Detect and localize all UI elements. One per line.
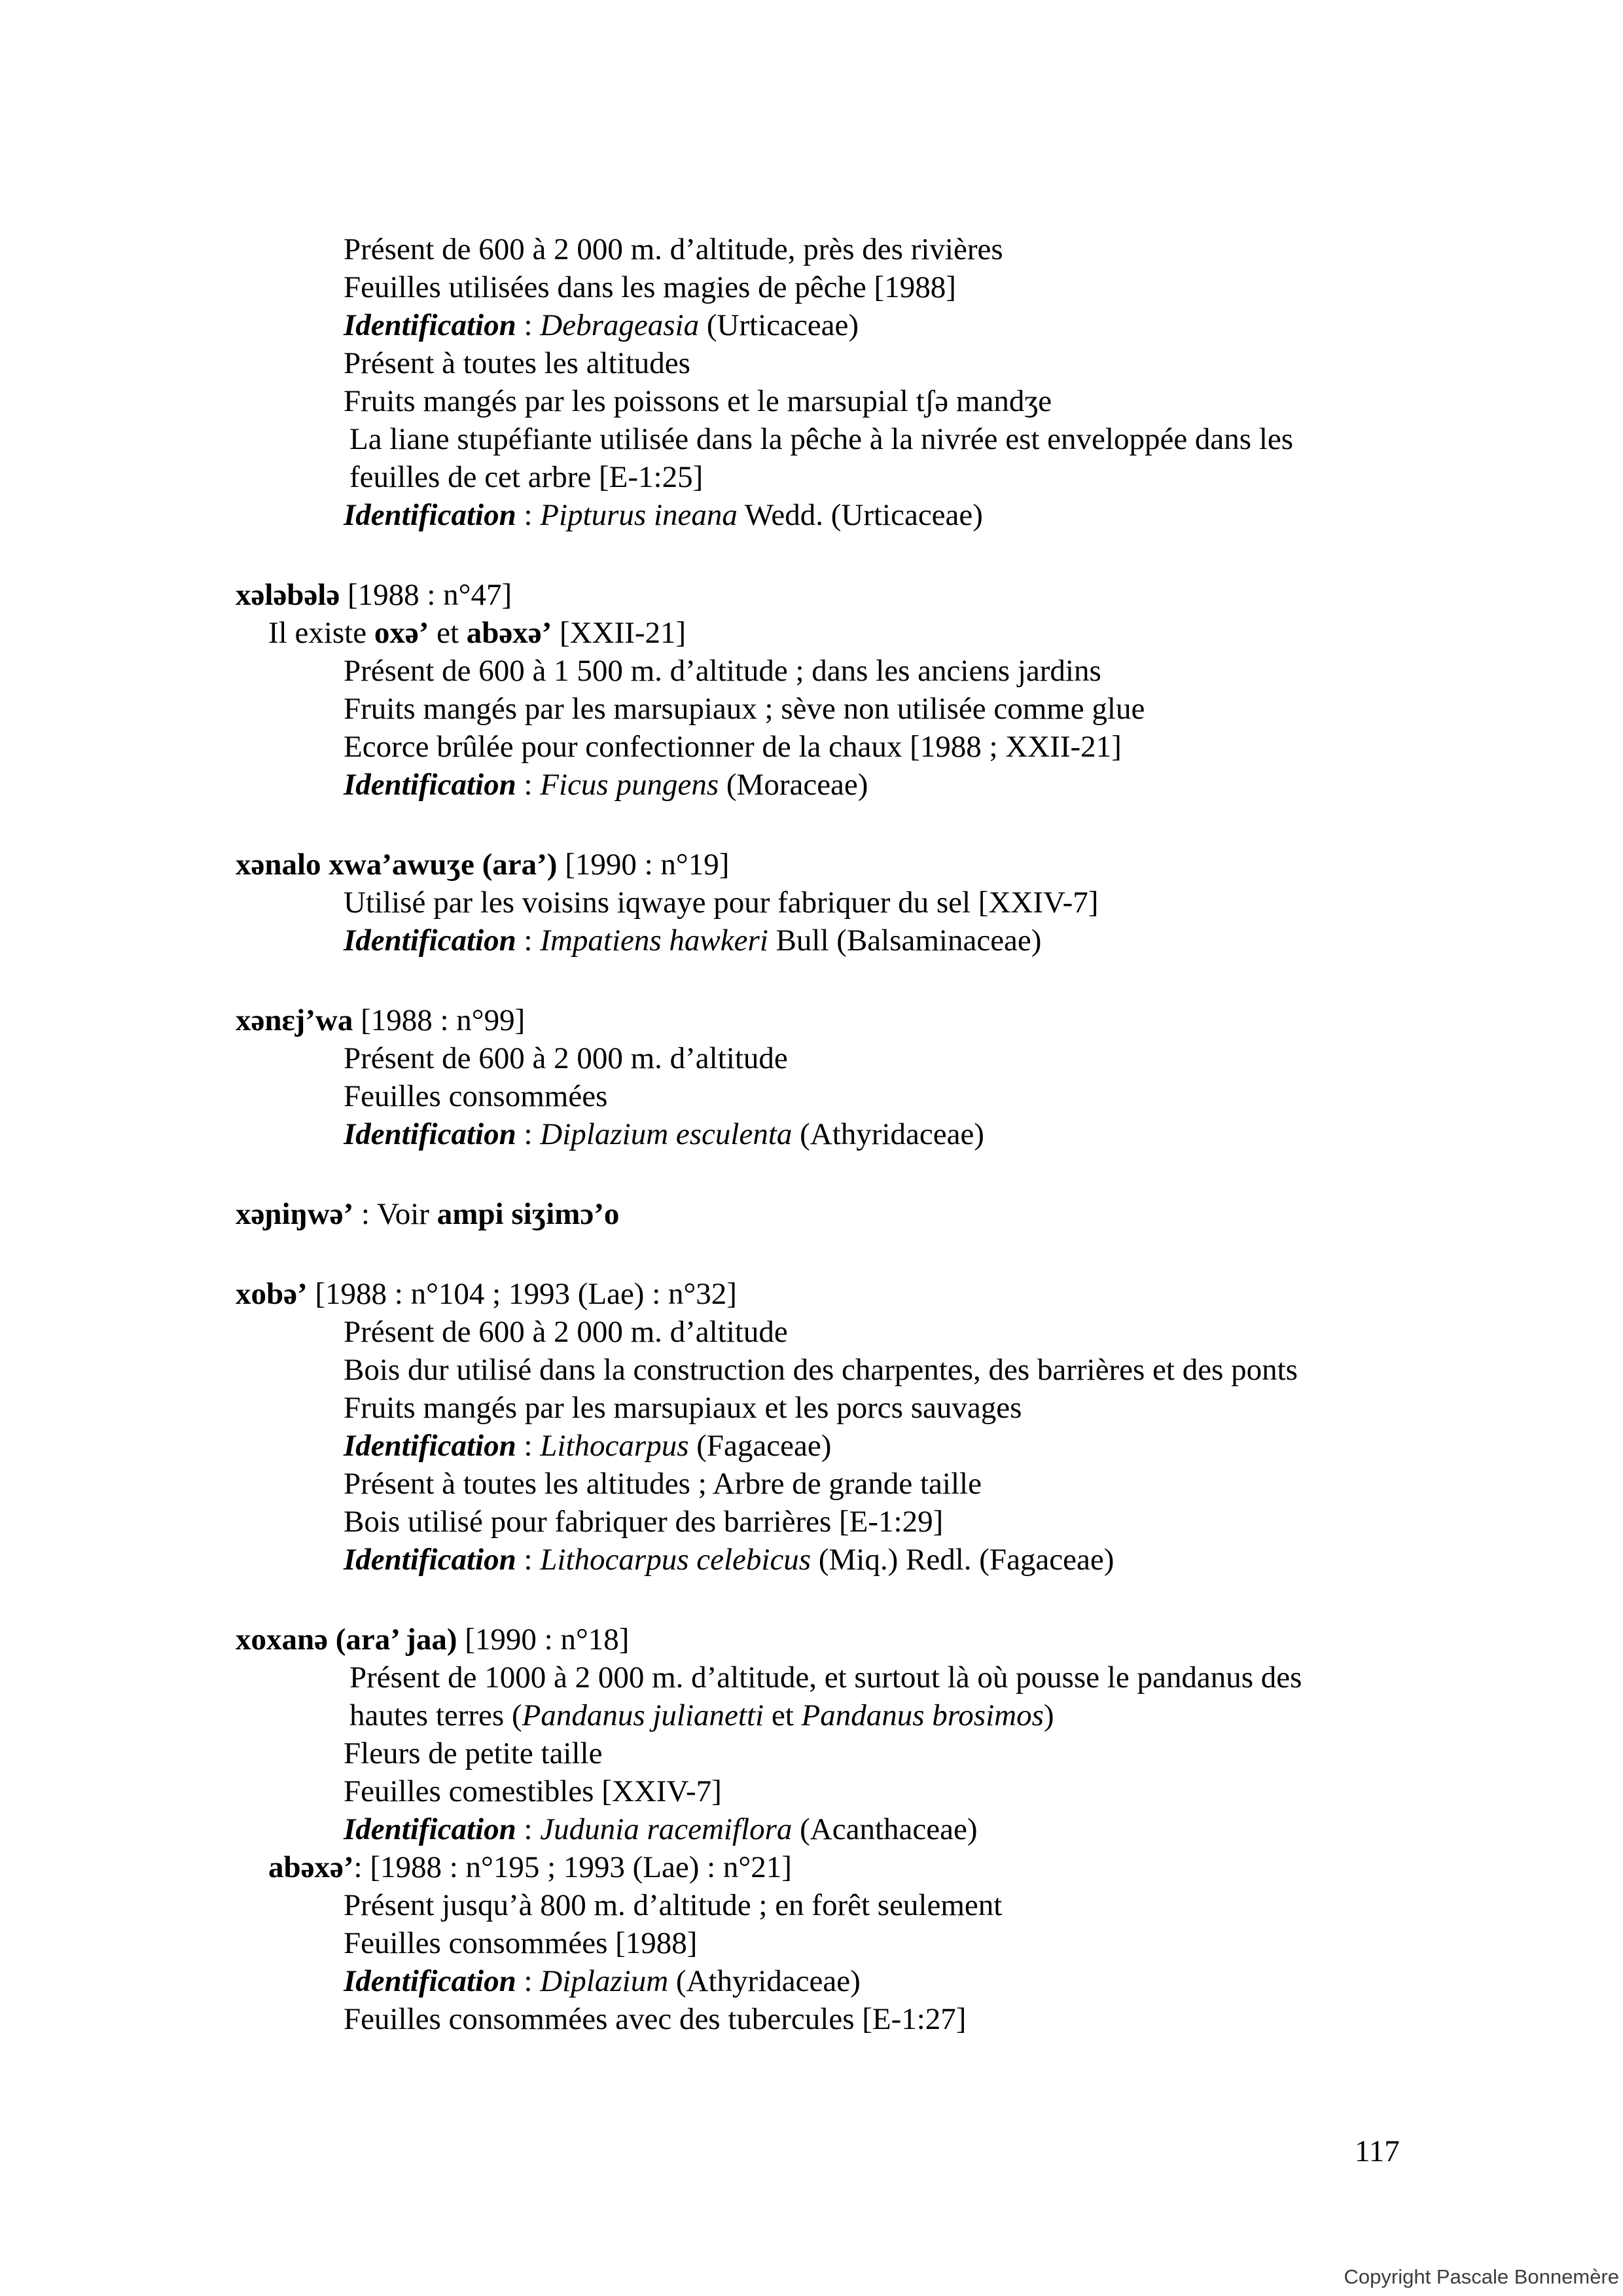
text-run: : <box>516 1429 541 1463</box>
text-line <box>236 268 1433 306</box>
text-run: (Fagaceae) <box>688 1429 832 1463</box>
text-run: xənɛj’wa <box>236 1003 353 1037</box>
text-run: (Acanthaceae) <box>792 1812 978 1846</box>
text-run: Debrageasia <box>540 308 700 342</box>
text-run: Diplazium esculenta <box>540 1117 793 1151</box>
glossary-entry <box>236 1275 1433 1579</box>
text-run: Présent de 600 à 2 000 m. d’altitude, près des rivières <box>344 232 1003 266</box>
text-line <box>236 1389 1433 1427</box>
text-run: : <box>516 1543 541 1577</box>
text-run: Il existe <box>268 616 374 650</box>
text-run: Impatiens hawkeri <box>540 924 768 958</box>
text-line <box>236 1039 1433 1077</box>
glossary-entry <box>236 576 1433 804</box>
text-run: Ficus pungens <box>540 768 719 802</box>
glossary-entry <box>236 1621 1433 2038</box>
text-run: Feuilles consommées avec des tubercules [E-1:27] <box>344 2002 967 2036</box>
text-run: Présent de 1000 à 2 000 m. d’altitude, et surtout là où pousse le pandanus des <box>349 1660 1302 1695</box>
text-run: (Miq.) Redl. (Fagaceae) <box>811 1543 1115 1577</box>
text-line <box>236 846 1433 884</box>
text-line <box>236 884 1433 922</box>
text-line <box>236 766 1433 804</box>
text-line <box>236 1810 1433 1848</box>
text-run: Identification <box>344 768 516 802</box>
text-run: [1988 : n°104 ; 1993 (Lae) : n°32] <box>307 1277 737 1311</box>
text-run: Identification <box>344 1117 516 1151</box>
text-run: Fruits mangés par les marsupiaux ; sève non utilisée comme glue <box>344 692 1145 726</box>
text-line <box>236 1001 1433 1039</box>
text-run: Wedd. (Urticaceae) <box>737 498 983 532</box>
glossary-entry <box>236 230 1433 534</box>
text-run: Identification <box>344 1812 516 1846</box>
text-line <box>236 614 1433 652</box>
text-run: : <box>516 768 541 802</box>
text-line <box>236 728 1433 766</box>
text-line <box>236 576 1433 614</box>
text-line <box>236 2000 1433 2038</box>
text-run: oxə’ <box>374 616 429 650</box>
text-run: Bois utilisé pour fabriquer des barrières [E-1:29] <box>344 1505 944 1539</box>
glossary-entries <box>236 230 1433 2038</box>
text-run: Fleurs de petite taille <box>344 1736 603 1770</box>
text-run: Fruits mangés par les poissons et le marsupial tʃə mandʒe <box>344 384 1052 418</box>
text-line <box>236 652 1433 690</box>
text-line <box>236 1886 1433 1924</box>
text-line <box>236 1924 1433 1962</box>
text-run: ) <box>1043 1698 1054 1732</box>
text-run: xobə’ <box>236 1277 308 1311</box>
text-run: [XXII-21] <box>552 616 687 650</box>
text-run: Judunia racemiflora <box>540 1812 793 1846</box>
text-run: [1988 : n°99] <box>353 1003 526 1037</box>
text-run: Identification <box>344 1543 516 1577</box>
text-line <box>236 1772 1433 1810</box>
glossary-entry <box>236 1001 1433 1153</box>
text-run: : <box>516 1117 541 1151</box>
text-run: : Voir <box>353 1197 437 1231</box>
text-run: et <box>429 616 467 650</box>
text-run: [1990 : n°19] <box>557 848 730 882</box>
text-run: Présent jusqu’à 800 m. d’altitude ; en forêt seulement <box>344 1888 1003 1922</box>
text-line <box>236 1696 1433 1734</box>
text-run: Présent de 600 à 2 000 m. d’altitude <box>344 1315 788 1349</box>
text-run: Pipturus ineana <box>540 498 738 532</box>
text-run: : <box>516 1812 541 1846</box>
text-run: Bull (Balsaminaceae) <box>768 924 1042 958</box>
text-line <box>236 1427 1433 1465</box>
text-run: [1988 : n°47] <box>340 578 512 612</box>
text-run: feuilles de cet arbre [E-1:25] <box>349 460 704 494</box>
text-run: et <box>764 1698 802 1732</box>
text-line <box>236 458 1433 496</box>
text-run: Pandanus brosimos <box>801 1698 1044 1732</box>
text-run: : <box>516 924 541 958</box>
text-line <box>236 1503 1433 1541</box>
text-run: xənalo xwa’awuʒe (ara’) <box>236 848 558 882</box>
text-run: Feuilles utilisées dans les magies de pêche [1988] <box>344 270 956 304</box>
text-run: Identification <box>344 308 516 342</box>
glossary-entry <box>236 1195 1433 1233</box>
text-line <box>236 344 1433 382</box>
text-line <box>236 496 1433 534</box>
text-run: [1990 : n°18] <box>457 1623 630 1657</box>
text-line <box>236 1621 1433 1659</box>
text-line <box>236 1351 1433 1389</box>
text-line <box>236 690 1433 728</box>
text-run: Utilisé par les voisins iqwaye pour fabriquer du sel [XXIV-7] <box>344 886 1099 920</box>
copyright-notice: Copyright Pascale Bonnemère <box>1344 2265 1619 2288</box>
text-run: Présent de 600 à 1 500 m. d’altitude ; dans les anciens jardins <box>344 654 1101 688</box>
text-run: (Athyridaceae) <box>792 1117 984 1151</box>
text-run: Identification <box>344 498 516 532</box>
text-run: : <box>516 498 541 532</box>
text-run: abəxə’ <box>466 616 552 650</box>
text-line <box>236 420 1433 458</box>
text-run: xəɲiŋwə’ <box>236 1197 354 1231</box>
text-run: Feuilles comestibles [XXIV-7] <box>344 1774 722 1808</box>
text-run: hautes terres ( <box>349 1698 522 1732</box>
text-run: Feuilles consommées [1988] <box>344 1926 698 1960</box>
text-line <box>236 1313 1433 1351</box>
text-line <box>236 922 1433 960</box>
text-line <box>236 1465 1433 1503</box>
text-run: Ecorce brûlée pour confectionner de la chaux [1988 ; XXII-21] <box>344 730 1122 764</box>
text-run: Présent à toutes les altitudes <box>344 346 690 380</box>
text-run: abəxə’ <box>268 1850 354 1884</box>
text-line <box>236 1848 1433 1886</box>
text-run: Identification <box>344 1964 516 1998</box>
text-run: Lithocarpus <box>540 1429 689 1463</box>
text-run: Bois dur utilisé dans la construction des charpentes, des barrières et des ponts <box>344 1353 1298 1387</box>
text-run: : <box>516 308 541 342</box>
text-run: (Urticaceae) <box>699 308 859 342</box>
text-run: Présent à toutes les altitudes ; Arbre de grande taille <box>344 1467 982 1501</box>
text-run: Lithocarpus celebicus <box>540 1543 812 1577</box>
text-run: : [1988 : n°195 ; 1993 (Lae) : n°21] <box>353 1850 792 1884</box>
text-run: (Athyridaceae) <box>668 1964 861 1998</box>
text-line <box>236 1275 1433 1313</box>
text-line <box>236 1115 1433 1153</box>
text-run: Diplazium <box>540 1964 669 1998</box>
page-number: 117 <box>1355 2134 1400 2168</box>
text-line <box>236 306 1433 344</box>
text-line <box>236 1077 1433 1115</box>
text-line <box>236 382 1433 420</box>
glossary-entry <box>236 846 1433 960</box>
text-run: Feuilles consommées <box>344 1079 608 1113</box>
text-run: : <box>516 1964 541 1998</box>
text-run: La liane stupéfiante utilisée dans la pêche à la nivrée est enveloppée dans les <box>349 422 1294 456</box>
text-line <box>236 230 1433 268</box>
text-run: Présent de 600 à 2 000 m. d’altitude <box>344 1041 788 1075</box>
text-run: xoxanə (ara’ jaa) <box>236 1623 457 1657</box>
text-line <box>236 1962 1433 2000</box>
text-run: Pandanus julianetti <box>522 1698 764 1732</box>
text-run: (Moraceae) <box>719 768 868 802</box>
text-line <box>236 1195 1433 1233</box>
text-run: xələbələ <box>236 578 340 612</box>
text-line <box>236 1734 1433 1772</box>
text-run: Fruits mangés par les marsupiaux et les porcs sauvages <box>344 1391 1022 1425</box>
text-line <box>236 1541 1433 1579</box>
text-run: Identification <box>344 1429 516 1463</box>
text-line <box>236 1659 1433 1696</box>
text-run: Identification <box>344 924 516 958</box>
text-run: ampi siʒimɔ’o <box>437 1197 620 1231</box>
